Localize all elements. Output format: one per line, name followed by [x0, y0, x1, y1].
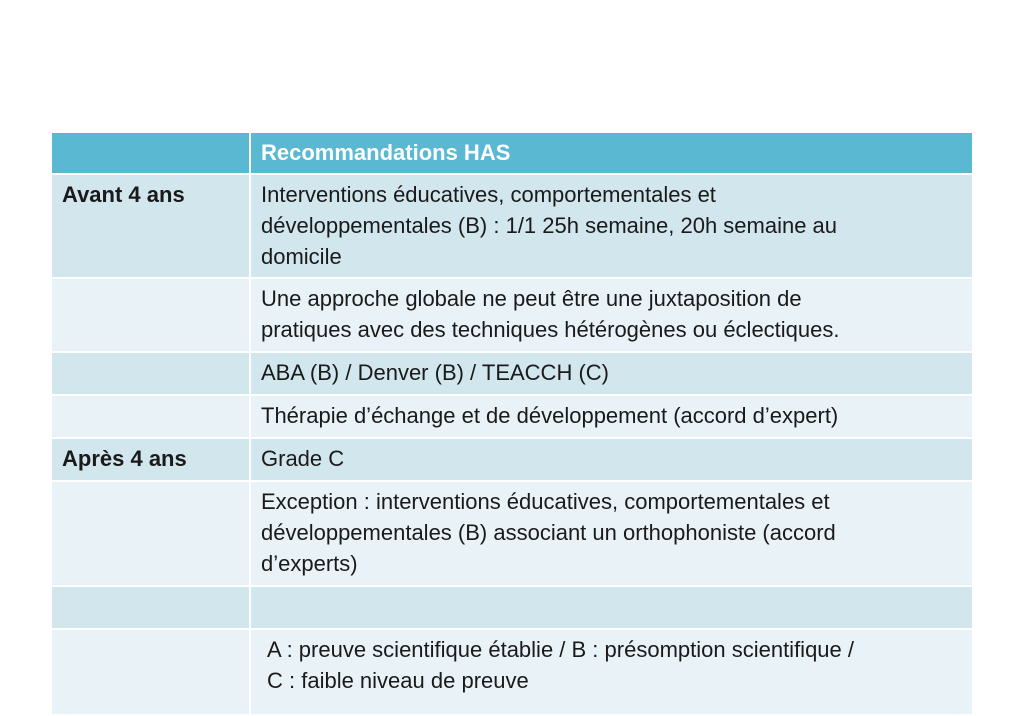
row-label — [52, 630, 251, 716]
row-content — [251, 353, 972, 396]
table-row — [52, 175, 972, 279]
table-row — [52, 482, 972, 587]
recommendations-table — [52, 133, 972, 716]
content-line: développementales (B) : 1/1 25h semaine, 20h semaine au — [261, 213, 838, 238]
row-label — [52, 353, 251, 396]
row-content — [251, 396, 972, 439]
content-line: développementales (B) associant un orthophoniste (accord — [261, 520, 836, 545]
row-label — [52, 279, 251, 353]
row-content — [251, 175, 972, 279]
row-content — [251, 482, 972, 587]
row-label: Avant 4 ans — [52, 175, 251, 279]
content-line: Une approche globale ne peut être une juxtaposition de — [261, 286, 802, 311]
row-content — [251, 630, 972, 716]
content-line: Interventions éducatives, comportementales et — [261, 182, 716, 207]
content-line: Thérapie d’échange et de développement (accord d’expert) — [261, 403, 839, 428]
table-row — [52, 587, 972, 630]
content-line: pratiques avec des techniques hétérogènes ou éclectiques. — [261, 317, 840, 342]
row-label — [52, 396, 251, 439]
content-line: Exception : interventions éducatives, comportementales et — [261, 489, 830, 514]
content-line: d’experts) — [261, 551, 358, 576]
table-row — [52, 279, 972, 353]
content-line: ABA (B) / Denver (B) / TEACCH (C) — [261, 360, 609, 385]
header-cell-title: Recommandations HAS — [251, 133, 972, 175]
row-content — [251, 587, 972, 630]
content-line: domicile — [261, 244, 342, 269]
content-line: A : preuve scientifique établie / B : présomption scientifique / — [267, 637, 854, 662]
table-header-row — [52, 133, 972, 175]
table-row — [52, 439, 972, 482]
row-label — [52, 587, 251, 630]
row-label — [52, 482, 251, 587]
table-row — [52, 396, 972, 439]
table-row — [52, 353, 972, 396]
content-line: C : faible niveau de preuve — [267, 668, 529, 693]
row-content — [251, 279, 972, 353]
table-row — [52, 630, 972, 716]
header-cell-empty — [52, 133, 251, 175]
row-content — [251, 439, 972, 482]
content-line: Grade C — [261, 446, 345, 471]
row-label: Après 4 ans — [52, 439, 251, 482]
